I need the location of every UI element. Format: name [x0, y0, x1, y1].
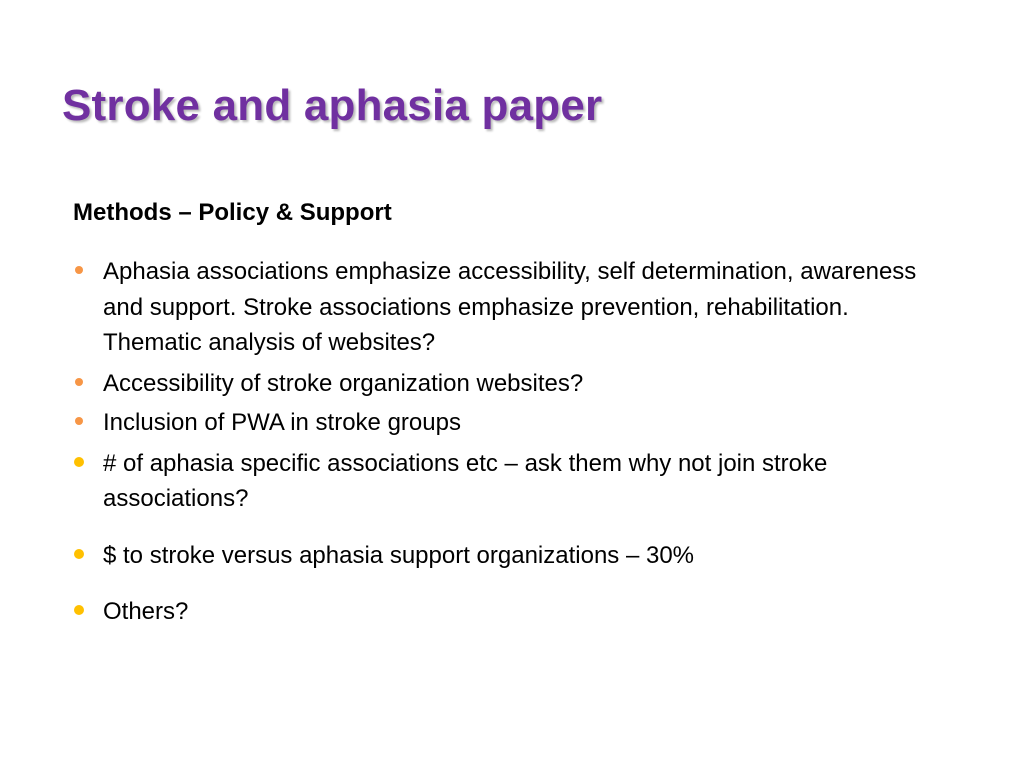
bullet-dot-icon — [74, 457, 84, 467]
bullet-list — [73, 254, 953, 630]
bullet-item — [73, 254, 953, 361]
bullet-text: Accessibility of stroke organization websites? — [103, 369, 584, 397]
bullet-text: Aphasia associations emphasize accessibility, self determination, awareness and support. Stroke associations emphasize prevention, rehabilitation. Thematic analysis of websites? — [103, 258, 917, 356]
bullet-item — [73, 405, 953, 441]
bullet-item — [73, 594, 953, 630]
section-subheading: Methods – Policy & Support — [73, 199, 392, 226]
bullet-text: # of aphasia specific associations etc – ask them why not join stroke associations? — [103, 449, 828, 512]
bullet-dot-icon — [74, 549, 84, 559]
bullet-dot-icon — [74, 605, 84, 615]
slide-title: Stroke and aphasia paper — [62, 81, 603, 130]
bullet-text: $ to stroke versus aphasia support organizations – 30% — [103, 541, 695, 569]
bullet-text: Inclusion of PWA in stroke groups — [103, 409, 461, 436]
bullet-item — [73, 446, 953, 517]
bullet-item — [73, 538, 953, 574]
bullet-dot-icon — [75, 266, 83, 274]
bullet-dot-icon — [75, 378, 83, 386]
bullet-item — [73, 366, 953, 402]
bullet-dot-icon — [75, 417, 83, 425]
bullet-text: Others? — [103, 598, 189, 625]
